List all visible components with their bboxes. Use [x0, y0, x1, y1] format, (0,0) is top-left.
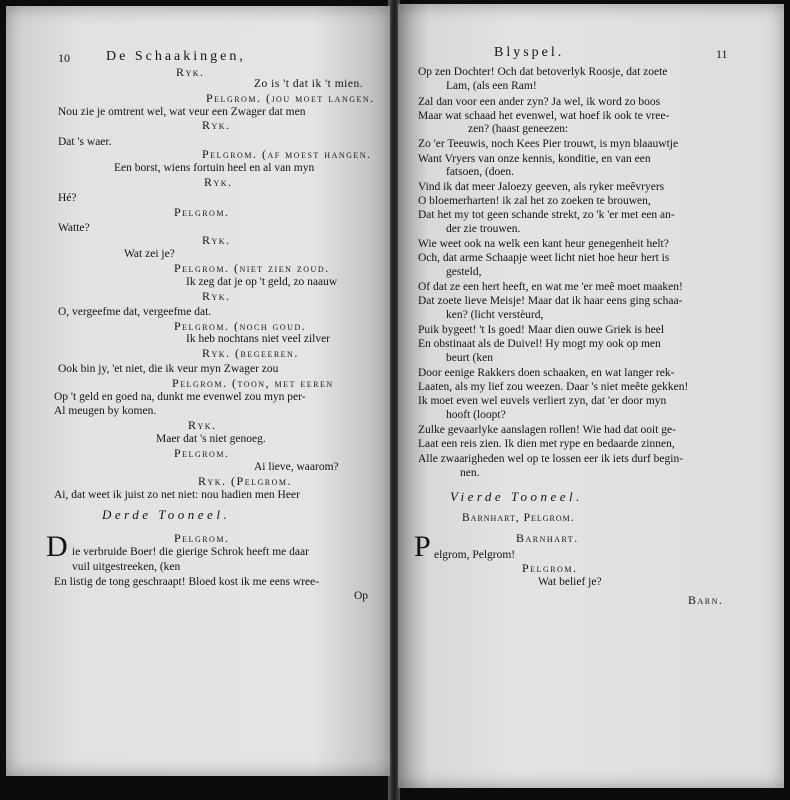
verse-line: Dat 's waer.: [58, 136, 112, 148]
catchword: Op: [354, 590, 369, 602]
verse-line: Maer dat 's niet genoeg.: [156, 433, 266, 445]
verse-line: beurt (ken: [446, 352, 493, 364]
verse-line: Want Vryers van onze kennis, konditie, en van een: [418, 153, 651, 165]
scene-heading: Derde Tooneel.: [102, 507, 231, 522]
verse-line: Door eenige Rakkers doen schaaken, en wat langer rek-: [418, 367, 675, 379]
verse-line: zen? (haast geneezen:: [468, 123, 569, 135]
verse-line: O bloemerharten! ik zal het zo zoeken te brouwen,: [418, 195, 651, 207]
right-running-head: Blyspel.: [494, 45, 565, 60]
verse-line: Laat een reis zien. Ik dien met rype en bedaarde zinnen,: [418, 438, 675, 450]
verse-line: Nou zie je omtrent wel, wat veur een Zwager dat men: [58, 106, 306, 118]
verse-line: hooft (loopt?: [446, 409, 506, 421]
verse-line: nen.: [460, 467, 480, 479]
verse-line: Op zen Dochter! Och dat betoverlyk Roosje, dat zoete: [418, 66, 668, 78]
cast-line: Barnhart, Pelgrom.: [462, 512, 575, 524]
verse-line: Ik zeg dat je op 't geld, zo naauw: [186, 276, 338, 288]
speaker-label: Pelgrom. (jou moet langen.: [206, 91, 375, 105]
verse-line: Een borst, wiens fortuin heel en al van myn: [114, 162, 315, 174]
verse-line: Wat zei je?: [124, 248, 175, 260]
verse-line: Alle zwaarigheden wel op te lossen eer ik iets durf begin-: [418, 453, 684, 465]
speaker-label: Pelgrom.: [522, 561, 578, 575]
speaker-label: Ryk.: [202, 233, 231, 247]
verse-line: Ik moet even wel euvels verliert zyn, dat 'er door myn: [418, 395, 667, 407]
drop-cap: D: [46, 530, 68, 563]
scene-heading: Vierde Tooneel.: [450, 489, 583, 504]
verse-line: Wie weet ook na welk een kant heur genegenheit helt?: [418, 238, 669, 250]
verse-line: Zal dan voor een ander zyn? Ja wel, ik word zo boos: [418, 96, 661, 108]
left-running-head: De Schaakingen,: [106, 49, 246, 64]
verse-line: Ai lieve, waarom?: [254, 461, 339, 473]
verse-line: vuil uitgestreeken, (ken: [72, 561, 181, 573]
speaker-label: Pelgrom.: [174, 205, 230, 219]
speaker-label: Pelgrom.: [174, 531, 230, 545]
speaker-label: Pelgrom. (af moest hangen.: [202, 147, 372, 161]
right-page-number: 11: [716, 47, 728, 61]
speaker-label: Pelgrom. (niet zien zoud.: [174, 261, 330, 275]
verse-line: Dat zoete lieve Meisje! Maar dat ik haar eens ging schaa-: [418, 295, 683, 307]
verse-line: gesteld,: [446, 266, 482, 278]
verse-line: Ai, dat weet ik juist zo net niet: nou hadien men Heer: [54, 489, 300, 501]
verse-line: elgrom, Pelgrom!: [434, 549, 516, 561]
verse-line: Of dat ze een hert heeft, en wat me 'er meê moet maaken!: [418, 281, 683, 293]
speaker-label: Ryk.: [202, 289, 231, 303]
catchword: Barn.: [688, 593, 724, 607]
left-page: [6, 6, 390, 776]
speaker-label: Ryk.: [204, 175, 233, 189]
speaker-label: Ryk.: [188, 418, 217, 432]
verse-line: Maar wat schaad het evenwel, wat hoef ik ook te vree-: [418, 110, 670, 122]
verse-line: Lam, (als een Ram!: [446, 80, 537, 92]
verse-line: Wat belief je?: [538, 576, 602, 588]
verse-line: fatsoen, (doen.: [446, 166, 515, 178]
verse-line: der zie trouwen.: [446, 223, 521, 235]
right-page: [398, 4, 784, 788]
verse-line: O, vergeefme dat, vergeefme dat.: [58, 306, 212, 318]
speaker-label: Pelgrom.: [174, 446, 230, 460]
verse-line: Puik bygeet! 't Is goed! Maar dien ouwe Griek is heel: [418, 324, 665, 336]
speaker-label: Pelgrom. (toon, met eeren: [172, 376, 334, 390]
left-page-number: 10: [58, 51, 70, 65]
verse-line: Ik heb nochtans niet veel zilver: [186, 333, 331, 345]
verse-line: Watte?: [58, 222, 90, 234]
speaker-label: Ryk.: [176, 65, 205, 79]
speaker-label: Ryk. (Pelgrom.: [198, 474, 293, 488]
verse-line: Hé?: [58, 192, 77, 204]
verse-line: Zulke gevaarlyke aanslagen rollen! Wie had dat ooit ge-: [418, 424, 676, 436]
verse-line: Ook bin jy, 'et niet, die ik veur myn Zwager zou: [58, 363, 279, 375]
verse-line: Dat het my tot geen schande strekt, zo 'k 'er met een an-: [418, 209, 675, 221]
speaker-label: Pelgrom. (noch goud.: [174, 319, 307, 333]
verse-line: Zo is 't dat ik 't mien.: [254, 78, 364, 90]
verse-line: Zo 'er Teeuwis, noch Kees Pier trouwt, is myn blaauwtje: [418, 138, 679, 150]
verse-line: Laaten, als my lief zou weezen. Daar 's niet meête gekken!: [418, 381, 689, 393]
verse-line: Op 't geld en goed na, dunkt me evenwel zou myn per-: [54, 391, 306, 403]
speaker-label: Barnhart.: [516, 531, 579, 545]
verse-line: En listig de tong geschraapt! Bloed kost ik me eens wree-: [54, 576, 320, 588]
verse-line: Vind ik dat meer Jaloezy geeven, als ryker meêvryers: [418, 181, 665, 193]
speaker-label: Ryk. (begeeren.: [202, 346, 299, 360]
verse-line: En obstinaat als de Duivel! Hy mogt my ook op men: [418, 338, 661, 350]
verse-line: ie verbruide Boer! die gierige Schrok heeft me daar: [72, 546, 309, 558]
verse-line: Och, dat arme Schaapje weet licht niet hoe heur hert is: [418, 252, 670, 264]
drop-cap: P: [414, 530, 431, 563]
verse-line: ken? (licht verstèurd,: [446, 309, 544, 321]
verse-line: Al meugen by komen.: [54, 405, 157, 417]
speaker-label: Ryk.: [202, 118, 231, 132]
